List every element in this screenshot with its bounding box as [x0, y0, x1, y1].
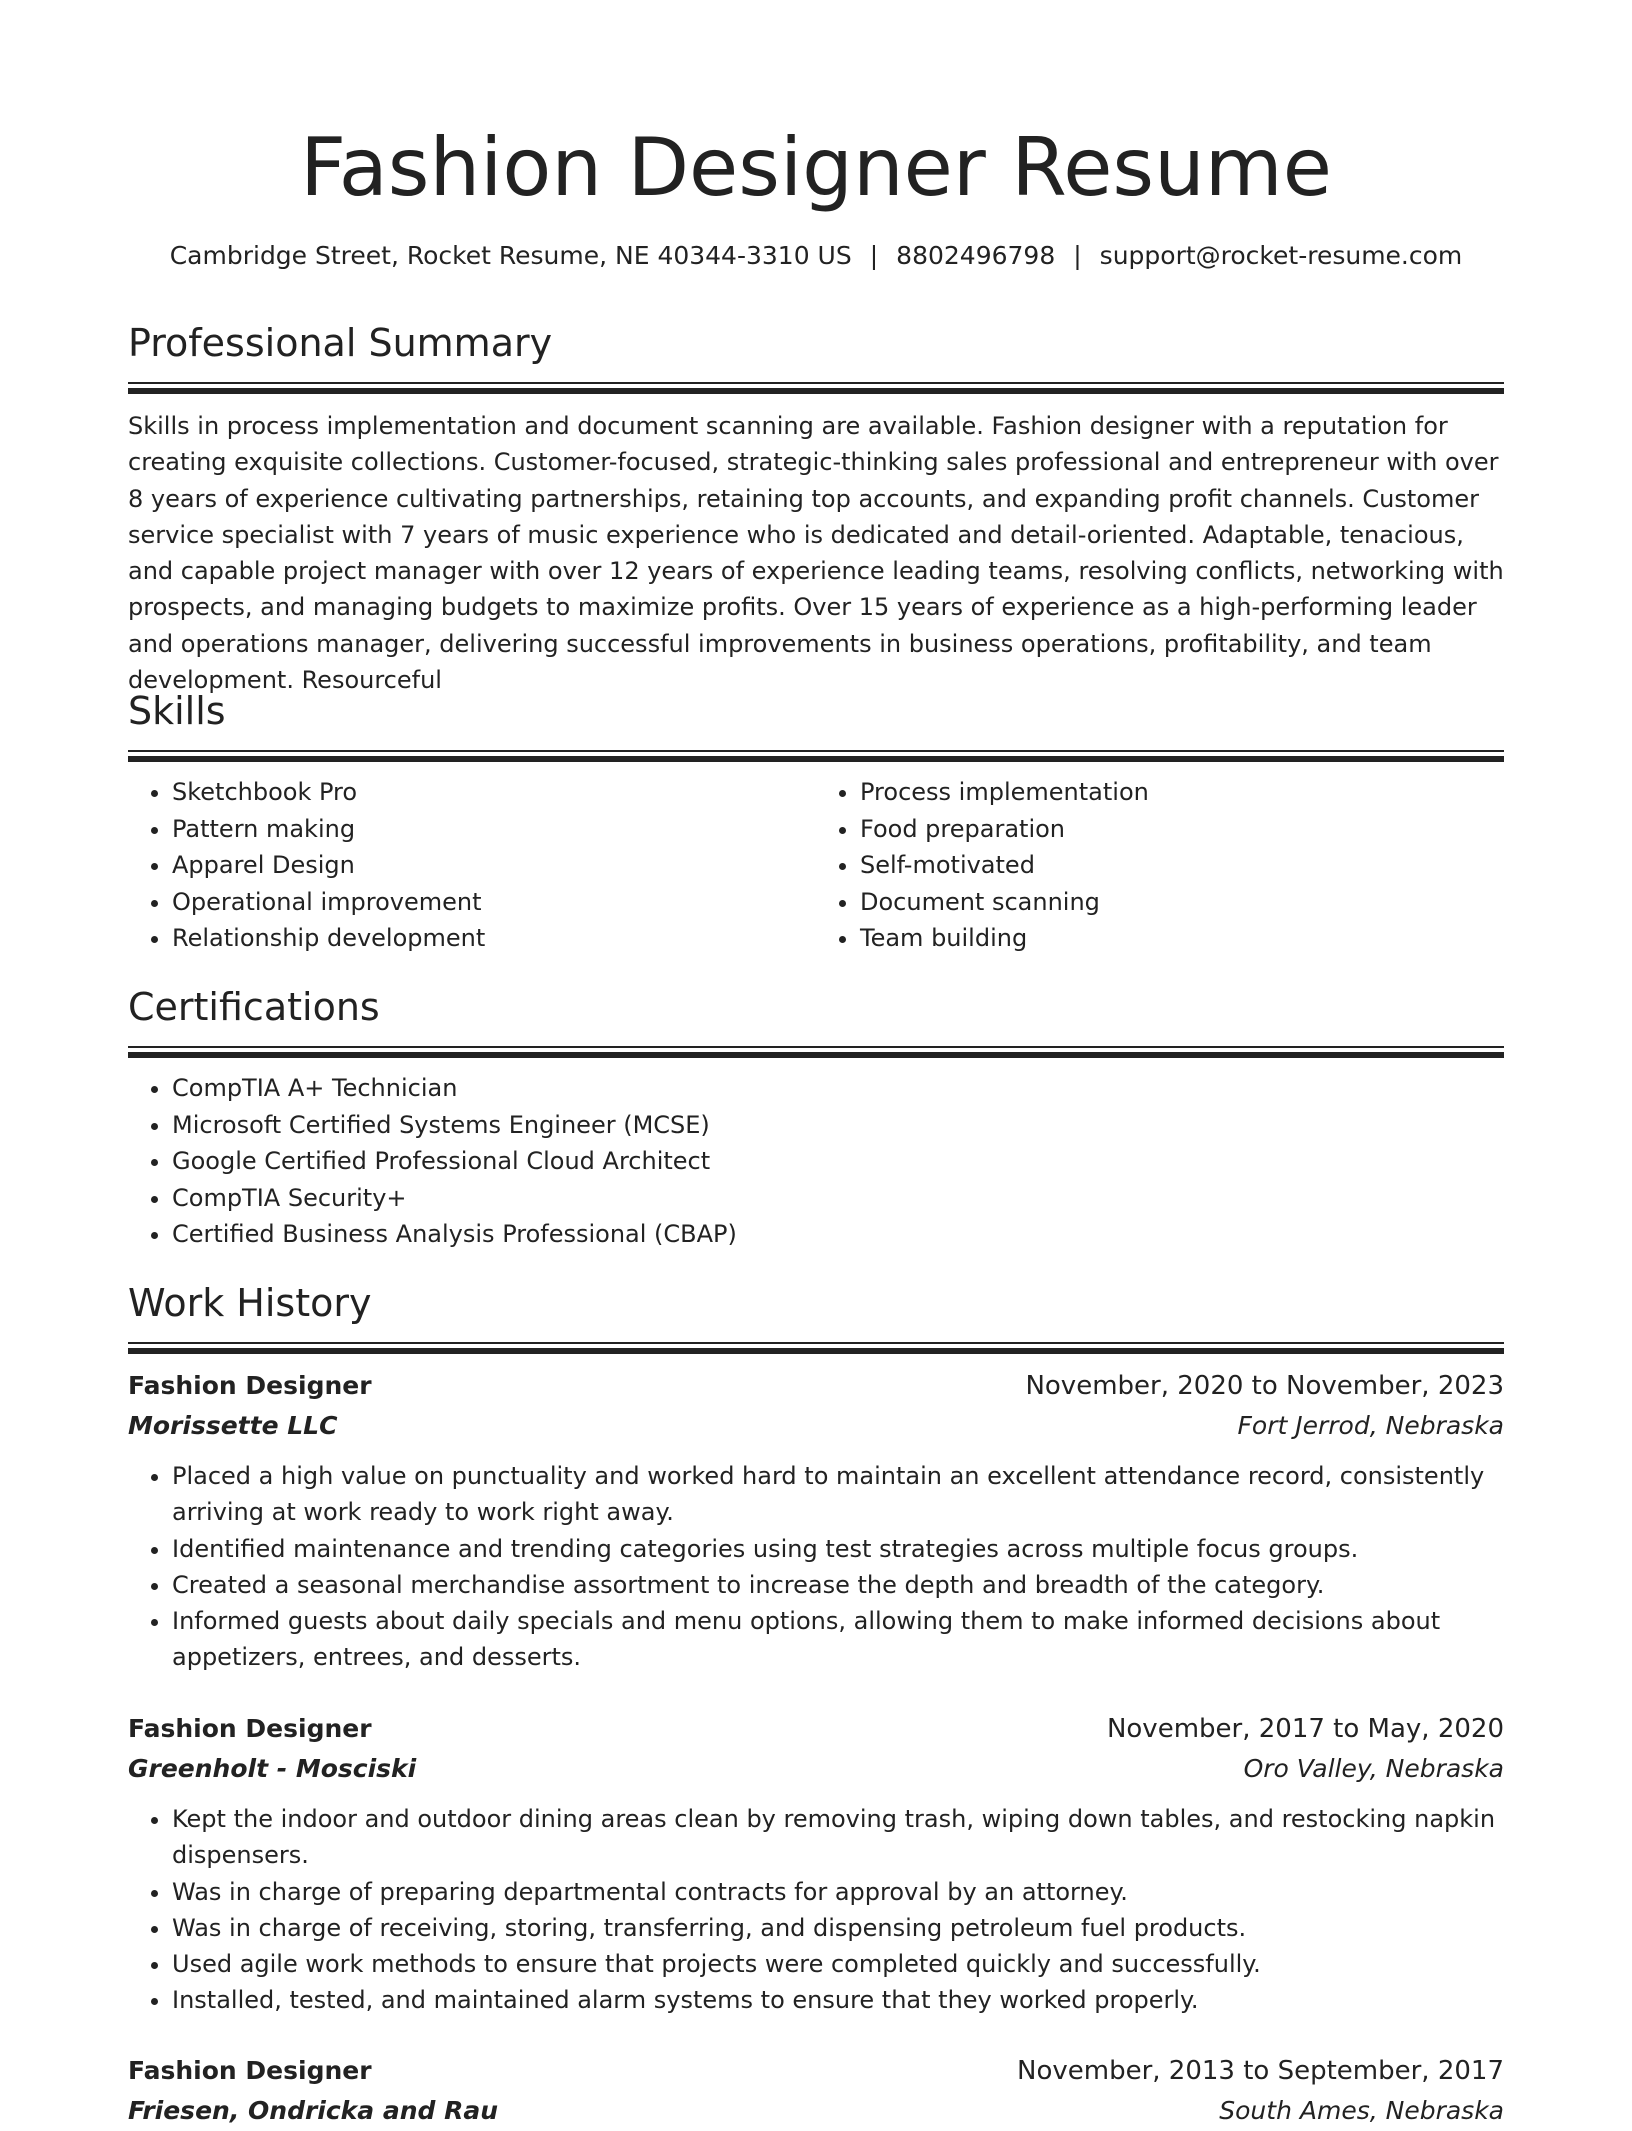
job-company: Greenholt - Mosciski	[128, 1754, 417, 1783]
work-heading: Work History	[128, 1281, 372, 1325]
job-bullet: • Informed guests about daily specials and menu options, allowing them to make informed decisions about appetizers, entrees, and desserts.	[172, 1603, 1504, 1676]
skill-item: • Team building	[860, 920, 1504, 957]
certifications-heading: Certifications	[128, 985, 380, 1029]
skill-item: • Food preparation	[860, 811, 1504, 848]
skill-item: • Relationship development	[172, 920, 816, 957]
summary-heading: Professional Summary	[128, 321, 553, 365]
contact-separator: |	[869, 241, 879, 270]
section-divider	[128, 1052, 1504, 1058]
certification-item: • Microsoft Certified Systems Engineer (MCSE)	[172, 1107, 1504, 1144]
job-header-row	[128, 1709, 1504, 1749]
certification-item: • CompTIA Security+	[172, 1180, 1504, 1217]
job-bullet: • Used agile work methods to ensure that projects were completed quickly and successfully.	[172, 1946, 1504, 1982]
skill-item: • Process implementation	[860, 774, 1504, 811]
job-company-row	[128, 1749, 1504, 1789]
job-title: Fashion Designer	[128, 1371, 372, 1400]
job-location: Fort Jerrod, Nebraska	[1237, 1411, 1504, 1440]
work-section	[128, 1278, 1504, 1354]
skill-item: • Apparel Design	[172, 847, 816, 884]
section-divider	[128, 388, 1504, 394]
job-company: Friesen, Ondricka and Rau	[128, 2096, 499, 2125]
job-bullet: • Was in charge of preparing departmental contracts for approval by an attorney.	[172, 1874, 1504, 1910]
summary-section	[128, 318, 1504, 698]
skill-item: • Self-motivated	[860, 847, 1504, 884]
job-bullet: • Identified maintenance and trending categories using test strategies across multiple focus groups.	[172, 1531, 1504, 1567]
job-dates: November, 2013 to September, 2017	[1017, 2056, 1504, 2086]
job-entry	[128, 1709, 1504, 2019]
job-bullet: • Kept the indoor and outdoor dining areas clean by removing trash, wiping down tables, and restocking napkin dispensers.	[172, 1801, 1504, 1874]
job-header-row	[128, 1366, 1504, 1406]
certification-item: • Certified Business Analysis Professional (CBAP)	[172, 1216, 1504, 1253]
section-divider	[128, 756, 1504, 762]
job-dates: November, 2017 to May, 2020	[1106, 1714, 1504, 1744]
job-company-row	[128, 2091, 1504, 2131]
job-title: Fashion Designer	[128, 2056, 372, 2085]
skill-item: • Sketchbook Pro	[172, 774, 816, 811]
skill-item: • Document scanning	[860, 884, 1504, 921]
section-divider	[128, 1348, 1504, 1354]
certifications-list	[128, 1070, 1504, 1253]
summary-text: Skills in process implementation and document scanning are available. Fashion designer with a reputation for creating exquisite collections. Customer-focused, strategic-thinking sales professional and entrepreneur with over 8 years of experience cultivating partnerships, retaining top accounts, and expanding profit channels. Customer service specialist with 7 years of music experience who is dedicated and detail-oriented. Adaptable, tenacious, and capable project manager with over 12 years of experience leading teams, resolving conflicts, networking with prospects, and managing budgets to maximize profits. Over 15 years of experience as a high-performing leader and operations manager, delivering successful improvements in business operations, profitability, and team development. Resourceful	[128, 412, 1504, 695]
job-bullets	[128, 1458, 1504, 1676]
skills-list-right	[816, 774, 1504, 957]
job-entry	[128, 1366, 1504, 1676]
job-bullet: • Created a seasonal merchandise assortment to increase the depth and breadth of the category.	[172, 1567, 1504, 1603]
contact-separator: |	[1073, 241, 1082, 270]
contact-email: support@rocket-resume.com	[1099, 241, 1463, 270]
section-divider	[128, 750, 1504, 752]
job-title: Fashion Designer	[128, 1714, 372, 1743]
section-divider	[128, 382, 1504, 384]
job-bullet: • Installed, tested, and maintained alarm systems to ensure that they worked properly.	[172, 1982, 1504, 2018]
contact-address: Cambridge Street, Rocket Resume, NE 40344-3310 US	[169, 241, 852, 270]
section-divider	[128, 1342, 1504, 1344]
job-company-row	[128, 1406, 1504, 1446]
contact-line	[0, 238, 1632, 274]
skill-item: • Pattern making	[172, 811, 816, 848]
skills-section	[128, 686, 1504, 957]
job-entry	[128, 2051, 1504, 2131]
job-location: South Ames, Nebraska	[1219, 2096, 1504, 2125]
certification-item: • CompTIA A+ Technician	[172, 1070, 1504, 1107]
job-company: Morissette LLC	[128, 1411, 338, 1440]
skills-columns	[128, 774, 1504, 957]
job-bullet: • Was in charge of receiving, storing, transferring, and dispensing petroleum fuel products.	[172, 1910, 1504, 1946]
resume-title: Fashion Designer Resume	[300, 121, 1332, 214]
section-divider	[128, 1046, 1504, 1048]
job-header-row	[128, 2051, 1504, 2091]
skill-item: • Operational improvement	[172, 884, 816, 921]
contact-phone: 8802496798	[896, 241, 1056, 270]
job-bullets	[128, 1801, 1504, 2019]
certifications-section	[128, 982, 1504, 1253]
job-bullet: • Placed a high value on punctuality and worked hard to maintain an excellent attendance record, consistently arriving at work ready to work right away.	[172, 1458, 1504, 1531]
skills-heading: Skills	[128, 689, 226, 733]
job-dates: November, 2020 to November, 2023	[1025, 1371, 1504, 1401]
certification-item: • Google Certified Professional Cloud Architect	[172, 1143, 1504, 1180]
job-location: Oro Valley, Nebraska	[1243, 1754, 1504, 1783]
skills-list-left	[128, 774, 816, 957]
